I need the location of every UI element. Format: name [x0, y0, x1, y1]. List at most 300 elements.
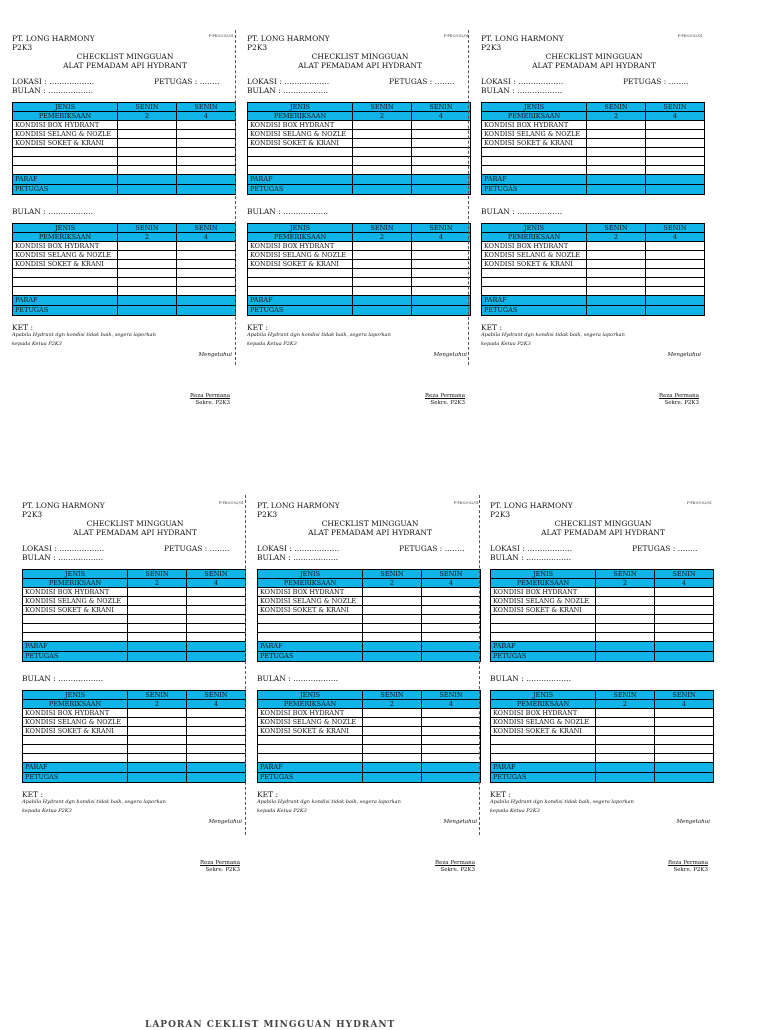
paraf-label: PARAF: [13, 296, 118, 306]
check-cell[interactable]: [187, 754, 246, 763]
check-cell[interactable]: [118, 139, 177, 148]
check-cell[interactable]: [118, 278, 177, 287]
form-code: F-PK-03-02/01: [453, 501, 479, 505]
check-cell[interactable]: [596, 727, 655, 736]
check-cell[interactable]: [655, 597, 714, 606]
check-cell[interactable]: [363, 727, 422, 736]
check-cell[interactable]: [187, 588, 246, 597]
bulan-field: BULAN : ………………: [481, 86, 563, 95]
check-cell[interactable]: [596, 588, 655, 597]
check-cell[interactable]: [118, 157, 177, 166]
check-cell[interactable]: [363, 615, 422, 624]
check-cell[interactable]: [363, 633, 422, 642]
paraf-cell[interactable]: [587, 175, 646, 185]
petugas-field: PETUGAS : ……..: [164, 544, 230, 553]
check-cell[interactable]: [646, 269, 705, 278]
check-cell[interactable]: [177, 157, 236, 166]
check-cell[interactable]: [177, 260, 236, 269]
paraf-cell[interactable]: [422, 642, 481, 652]
check-cell[interactable]: [118, 287, 177, 296]
check-cell[interactable]: [422, 588, 481, 597]
check-cell[interactable]: [187, 633, 246, 642]
paraf-cell[interactable]: [422, 773, 481, 783]
check-cell[interactable]: [128, 754, 187, 763]
paraf-cell[interactable]: [177, 185, 236, 195]
check-cell[interactable]: [353, 242, 412, 251]
checklist-table: [490, 569, 714, 662]
cut-line: [235, 30, 236, 365]
checklist-table: [247, 102, 471, 195]
note-text: Apabila Hydrant dgn kondisi tidak baik, segera laporkan: [247, 332, 391, 338]
paraf-cell[interactable]: [646, 306, 705, 316]
check-cell[interactable]: [353, 269, 412, 278]
check-cell[interactable]: [128, 727, 187, 736]
check-cell[interactable]: [363, 597, 422, 606]
ket-label: KET :: [481, 323, 502, 332]
check-cell[interactable]: [412, 269, 471, 278]
form-code: F-PK-03-02/01: [677, 34, 703, 38]
check-cell[interactable]: [646, 121, 705, 130]
check-cell[interactable]: [655, 754, 714, 763]
company-name: PT. LONG HARMONY: [481, 34, 564, 43]
check-cell[interactable]: [412, 251, 471, 260]
check-cell[interactable]: [422, 615, 481, 624]
paraf-cell[interactable]: [655, 773, 714, 783]
paraf-cell[interactable]: [422, 652, 481, 662]
paraf-cell[interactable]: [596, 642, 655, 652]
check-cell[interactable]: [655, 633, 714, 642]
check-cell[interactable]: [118, 121, 177, 130]
petugas-label: PETUGAS: [248, 185, 353, 195]
check-cell[interactable]: [646, 287, 705, 296]
header-senin: SENIN: [118, 103, 177, 112]
check-cell[interactable]: [118, 130, 177, 139]
check-cell[interactable]: [118, 251, 177, 260]
note-text: Apabila Hydrant dgn kondisi tidak baik, segera laporkan: [481, 332, 625, 338]
company-name: PT. LONG HARMONY: [22, 501, 105, 510]
table-row-label: KONDISI SOKET & KRANI: [248, 260, 353, 269]
table-row-label: KONDISI BOX HYDRANT: [482, 121, 587, 130]
blank-cell: [23, 633, 128, 642]
check-cell[interactable]: [187, 615, 246, 624]
header-pemeriksaan: PEMERIKSAAN: [13, 233, 118, 242]
header-week: 2: [118, 233, 177, 242]
paraf-cell[interactable]: [128, 652, 187, 662]
check-cell[interactable]: [353, 139, 412, 148]
check-cell[interactable]: [412, 260, 471, 269]
check-cell[interactable]: [412, 139, 471, 148]
header-senin: SENIN: [422, 570, 481, 579]
table-row-label: KONDISI BOX HYDRANT: [248, 242, 353, 251]
check-cell[interactable]: [655, 606, 714, 615]
check-cell[interactable]: [128, 736, 187, 745]
check-cell[interactable]: [363, 736, 422, 745]
header-senin: SENIN: [596, 691, 655, 700]
signer-position: Sekre. P2K3: [205, 867, 240, 873]
header-jenis: JENIS: [491, 570, 596, 579]
blank-cell: [482, 269, 587, 278]
check-cell[interactable]: [363, 624, 422, 633]
check-cell[interactable]: [422, 624, 481, 633]
paraf-cell[interactable]: [187, 652, 246, 662]
ket-label: KET :: [490, 790, 511, 799]
check-cell[interactable]: [655, 718, 714, 727]
paraf-cell[interactable]: [587, 296, 646, 306]
check-cell[interactable]: [412, 242, 471, 251]
check-cell[interactable]: [422, 633, 481, 642]
blank-cell: [13, 157, 118, 166]
paraf-label: PARAF: [491, 763, 596, 773]
bulan-field: BULAN : ………………: [490, 553, 572, 562]
mengetahui-label: Mengetahui: [676, 819, 710, 825]
blank-cell: [23, 615, 128, 624]
check-cell[interactable]: [128, 624, 187, 633]
check-cell[interactable]: [646, 157, 705, 166]
check-cell[interactable]: [412, 287, 471, 296]
check-cell[interactable]: [187, 624, 246, 633]
check-cell[interactable]: [187, 745, 246, 754]
paraf-cell[interactable]: [596, 652, 655, 662]
header-senin: SENIN: [363, 570, 422, 579]
check-cell[interactable]: [128, 745, 187, 754]
check-cell[interactable]: [353, 287, 412, 296]
check-cell[interactable]: [128, 606, 187, 615]
paraf-cell[interactable]: [128, 773, 187, 783]
check-cell[interactable]: [187, 736, 246, 745]
note-text: kepada Ketua P2K3: [481, 341, 531, 347]
check-cell[interactable]: [363, 718, 422, 727]
check-cell[interactable]: [587, 278, 646, 287]
form-title: CHECKLIST MINGGUAN: [311, 52, 409, 61]
checklist-card: [22, 499, 248, 919]
check-cell[interactable]: [596, 754, 655, 763]
paraf-cell[interactable]: [187, 773, 246, 783]
paraf-cell[interactable]: [353, 175, 412, 185]
check-cell[interactable]: [412, 166, 471, 175]
check-cell[interactable]: [596, 736, 655, 745]
check-cell[interactable]: [187, 718, 246, 727]
blank-cell: [258, 615, 363, 624]
check-cell[interactable]: [128, 588, 187, 597]
paraf-cell[interactable]: [353, 185, 412, 195]
header-senin: SENIN: [187, 691, 246, 700]
paraf-cell[interactable]: [412, 175, 471, 185]
check-cell[interactable]: [587, 139, 646, 148]
check-cell[interactable]: [596, 615, 655, 624]
blank-cell: [248, 269, 353, 278]
paraf-cell[interactable]: [128, 763, 187, 773]
paraf-cell[interactable]: [587, 185, 646, 195]
blank-cell: [258, 745, 363, 754]
check-cell[interactable]: [646, 130, 705, 139]
check-cell[interactable]: [655, 745, 714, 754]
table-row-label: KONDISI SOKET & KRANI: [258, 727, 363, 736]
check-cell[interactable]: [587, 166, 646, 175]
petugas-label: PETUGAS: [23, 652, 128, 662]
table-row-label: KONDISI SOKET & KRANI: [13, 139, 118, 148]
ket-label: KET :: [22, 790, 43, 799]
check-cell[interactable]: [187, 727, 246, 736]
form-code: F-PK-03-02/01: [218, 501, 244, 505]
check-cell[interactable]: [128, 718, 187, 727]
check-cell[interactable]: [412, 278, 471, 287]
header-senin: SENIN: [412, 103, 471, 112]
check-cell[interactable]: [422, 754, 481, 763]
paraf-cell[interactable]: [118, 175, 177, 185]
check-cell[interactable]: [587, 260, 646, 269]
check-cell[interactable]: [353, 260, 412, 269]
check-cell[interactable]: [128, 615, 187, 624]
paraf-cell[interactable]: [177, 306, 236, 316]
check-cell[interactable]: [655, 624, 714, 633]
petugas-label: PETUGAS: [482, 306, 587, 316]
paraf-cell[interactable]: [646, 296, 705, 306]
paraf-cell[interactable]: [128, 642, 187, 652]
company-name: PT. LONG HARMONY: [247, 34, 330, 43]
header-week: 4: [177, 112, 236, 121]
check-cell[interactable]: [587, 148, 646, 157]
check-cell[interactable]: [646, 260, 705, 269]
check-cell[interactable]: [187, 597, 246, 606]
header-week: 4: [655, 579, 714, 588]
paraf-cell[interactable]: [646, 175, 705, 185]
check-cell[interactable]: [118, 166, 177, 175]
check-cell[interactable]: [177, 148, 236, 157]
paraf-cell[interactable]: [187, 763, 246, 773]
header-week: 4: [187, 579, 246, 588]
paraf-cell[interactable]: [177, 296, 236, 306]
lokasi-field: LOKASI : ………………: [490, 544, 573, 553]
signer-position: Sekre. P2K3: [430, 400, 465, 406]
blank-cell: [491, 754, 596, 763]
check-cell[interactable]: [363, 588, 422, 597]
check-cell[interactable]: [118, 269, 177, 278]
check-cell[interactable]: [353, 251, 412, 260]
check-cell[interactable]: [655, 709, 714, 718]
check-cell[interactable]: [353, 130, 412, 139]
table-row-label: KONDISI BOX HYDRANT: [258, 709, 363, 718]
check-cell[interactable]: [363, 709, 422, 718]
paraf-cell[interactable]: [412, 185, 471, 195]
check-cell[interactable]: [596, 709, 655, 718]
check-cell[interactable]: [422, 727, 481, 736]
check-cell[interactable]: [177, 166, 236, 175]
paraf-cell[interactable]: [655, 763, 714, 773]
petugas-label: PETUGAS: [491, 652, 596, 662]
check-cell[interactable]: [177, 287, 236, 296]
bulan-field: BULAN : ………………: [481, 207, 563, 216]
paraf-cell[interactable]: [363, 773, 422, 783]
header-senin: SENIN: [422, 691, 481, 700]
header-jenis: JENIS: [258, 691, 363, 700]
signer-position: Sekre. P2K3: [673, 867, 708, 873]
header-week: 2: [363, 700, 422, 709]
petugas-label: PETUGAS: [491, 773, 596, 783]
check-cell[interactable]: [353, 148, 412, 157]
note-text: kepada Ketua P2K3: [12, 341, 62, 347]
check-cell[interactable]: [596, 597, 655, 606]
check-cell[interactable]: [596, 718, 655, 727]
table-row-label: KONDISI BOX HYDRANT: [13, 242, 118, 251]
header-week: 2: [363, 579, 422, 588]
check-cell[interactable]: [177, 251, 236, 260]
paraf-cell[interactable]: [177, 175, 236, 185]
check-cell[interactable]: [177, 139, 236, 148]
note-text: kepada Ketua P2K3: [490, 808, 540, 814]
check-cell[interactable]: [646, 139, 705, 148]
check-cell[interactable]: [177, 269, 236, 278]
header-pemeriksaan: PEMERIKSAAN: [491, 579, 596, 588]
check-cell[interactable]: [412, 121, 471, 130]
company-name: PT. LONG HARMONY: [490, 501, 573, 510]
check-cell[interactable]: [412, 148, 471, 157]
header-week: 2: [353, 112, 412, 121]
bulan-field: BULAN : ………………: [12, 86, 94, 95]
check-cell[interactable]: [646, 242, 705, 251]
table-row-label: KONDISI SOKET & KRANI: [23, 727, 128, 736]
check-cell[interactable]: [118, 260, 177, 269]
checklist-table: [257, 569, 481, 662]
paraf-cell[interactable]: [187, 642, 246, 652]
table-row-label: KONDISI SELANG & NOZLE: [482, 130, 587, 139]
paraf-cell[interactable]: [655, 652, 714, 662]
check-cell[interactable]: [422, 736, 481, 745]
paraf-cell[interactable]: [118, 306, 177, 316]
petugas-field: PETUGAS : ……..: [623, 77, 689, 86]
check-cell[interactable]: [363, 745, 422, 754]
check-cell[interactable]: [128, 633, 187, 642]
check-cell[interactable]: [177, 130, 236, 139]
blank-cell: [248, 157, 353, 166]
check-cell[interactable]: [422, 606, 481, 615]
check-cell[interactable]: [587, 269, 646, 278]
check-cell[interactable]: [128, 597, 187, 606]
header-pemeriksaan: PEMERIKSAAN: [23, 579, 128, 588]
check-cell[interactable]: [412, 157, 471, 166]
check-cell[interactable]: [655, 588, 714, 597]
blank-cell: [248, 278, 353, 287]
header-pemeriksaan: PEMERIKSAAN: [13, 112, 118, 121]
checklist-table: [12, 223, 236, 316]
check-cell[interactable]: [587, 287, 646, 296]
header-jenis: JENIS: [13, 224, 118, 233]
check-cell[interactable]: [596, 624, 655, 633]
paraf-cell[interactable]: [587, 306, 646, 316]
check-cell[interactable]: [118, 148, 177, 157]
blank-cell: [248, 166, 353, 175]
petugas-field: PETUGAS : ……..: [632, 544, 698, 553]
check-cell[interactable]: [587, 251, 646, 260]
check-cell[interactable]: [587, 130, 646, 139]
check-cell[interactable]: [422, 597, 481, 606]
check-cell[interactable]: [177, 121, 236, 130]
check-cell[interactable]: [422, 718, 481, 727]
signer-name: Reza Permana: [200, 860, 240, 866]
check-cell[interactable]: [655, 736, 714, 745]
header-senin: SENIN: [587, 224, 646, 233]
paraf-cell[interactable]: [363, 642, 422, 652]
blank-cell: [482, 278, 587, 287]
paraf-cell[interactable]: [412, 296, 471, 306]
check-cell[interactable]: [187, 606, 246, 615]
table-row-label: KONDISI SELANG & NOZLE: [23, 718, 128, 727]
table-row-label: KONDISI BOX HYDRANT: [248, 121, 353, 130]
blank-cell: [482, 157, 587, 166]
petugas-label: PETUGAS: [482, 185, 587, 195]
check-cell[interactable]: [177, 242, 236, 251]
paraf-cell[interactable]: [363, 763, 422, 773]
paraf-cell[interactable]: [363, 652, 422, 662]
header-senin: SENIN: [118, 224, 177, 233]
note-text: Apabila Hydrant dgn kondisi tidak baik, segera laporkan: [490, 799, 634, 805]
check-cell[interactable]: [363, 754, 422, 763]
check-cell[interactable]: [353, 278, 412, 287]
header-week: 4: [646, 233, 705, 242]
paraf-cell[interactable]: [655, 642, 714, 652]
petugas-field: PETUGAS : ……..: [389, 77, 455, 86]
check-cell[interactable]: [587, 157, 646, 166]
check-cell[interactable]: [177, 278, 236, 287]
paraf-cell[interactable]: [118, 296, 177, 306]
paraf-cell[interactable]: [412, 306, 471, 316]
paraf-cell[interactable]: [353, 296, 412, 306]
note-text: Apabila Hydrant dgn kondisi tidak baik, segera laporkan: [257, 799, 401, 805]
table-row-label: KONDISI SOKET & KRANI: [258, 606, 363, 615]
check-cell[interactable]: [187, 709, 246, 718]
check-cell[interactable]: [596, 745, 655, 754]
petugas-label: PETUGAS: [258, 773, 363, 783]
check-cell[interactable]: [128, 709, 187, 718]
header-week: 2: [118, 112, 177, 121]
check-cell[interactable]: [646, 166, 705, 175]
check-cell[interactable]: [353, 157, 412, 166]
check-cell[interactable]: [596, 606, 655, 615]
blank-cell: [482, 166, 587, 175]
table-row-label: KONDISI BOX HYDRANT: [13, 121, 118, 130]
check-cell[interactable]: [646, 148, 705, 157]
check-cell[interactable]: [412, 130, 471, 139]
paraf-cell[interactable]: [422, 763, 481, 773]
check-cell[interactable]: [587, 121, 646, 130]
check-cell[interactable]: [353, 121, 412, 130]
check-cell[interactable]: [646, 278, 705, 287]
paraf-cell[interactable]: [596, 773, 655, 783]
checklist-card: [257, 499, 483, 919]
check-cell[interactable]: [118, 242, 177, 251]
paraf-cell[interactable]: [646, 185, 705, 195]
checklist-table: [481, 223, 705, 316]
check-cell[interactable]: [655, 727, 714, 736]
check-cell[interactable]: [353, 166, 412, 175]
check-cell[interactable]: [646, 251, 705, 260]
paraf-cell[interactable]: [596, 763, 655, 773]
petugas-label: PETUGAS: [13, 306, 118, 316]
check-cell[interactable]: [422, 709, 481, 718]
header-week: 4: [422, 579, 481, 588]
checklist-card: [481, 32, 707, 452]
blank-cell: [13, 278, 118, 287]
paraf-cell[interactable]: [353, 306, 412, 316]
ket-label: KET :: [247, 323, 268, 332]
check-cell[interactable]: [363, 606, 422, 615]
mengetahui-label: Mengetahui: [443, 819, 477, 825]
check-cell[interactable]: [596, 633, 655, 642]
check-cell[interactable]: [655, 615, 714, 624]
check-cell[interactable]: [422, 745, 481, 754]
paraf-cell[interactable]: [118, 185, 177, 195]
table-row-label: KONDISI SOKET & KRANI: [482, 260, 587, 269]
check-cell[interactable]: [587, 242, 646, 251]
